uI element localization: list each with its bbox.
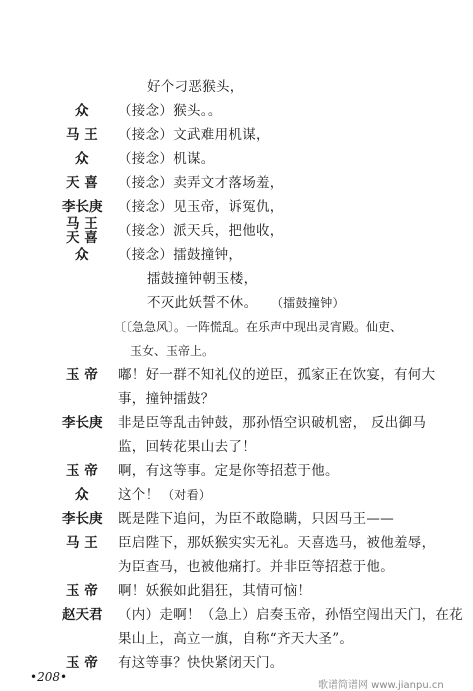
dialogue-line: 嘟！好一群不知礼仪的逆臣，孤家正在饮宴，有何大 <box>118 367 436 383</box>
dialogue-line: 有这等事？快快紧闭天门。 <box>118 655 284 671</box>
dialogue-line: （接念）派天兵，把他收， <box>118 223 284 239</box>
speaker-label: 玉 帝 <box>66 583 98 599</box>
speaker-label: 众 <box>75 151 89 167</box>
speaker-label: 玉 帝 <box>66 463 98 479</box>
speaker-label: 玉 帝 <box>66 367 98 383</box>
verse-line: 擂鼓撞钟朝玉楼， <box>147 271 258 287</box>
dialogue-line: （接念）猴头。。 <box>118 103 222 119</box>
dialogue-line: （接念）擂鼓撞钟， <box>118 247 243 263</box>
verse-line: 好个刁恶猴头， <box>147 79 244 95</box>
dialogue-line: 果山上，高立一旗，自称“齐天大圣”。 <box>118 631 354 647</box>
dialogue-line: （接念）文武难用机谋， <box>118 127 270 143</box>
speaker-label: 众 <box>75 487 89 503</box>
dialogue-line: 臣启陛下，那妖猴实实无礼。天喜选马，被他羞辱， <box>118 535 436 551</box>
speaker-label: 马 王 <box>66 216 98 232</box>
dialogue-line: （内）走啊！（急上）启奏玉帝，孙悟空闯出天门，在花 <box>118 607 463 623</box>
page-number: •208• <box>30 670 68 684</box>
speaker-label: 李长庚 <box>62 199 103 215</box>
speaker-label: 赵天君 <box>62 607 103 623</box>
speaker-label: 玉 帝 <box>66 655 98 671</box>
speaker-label: 天 喜 <box>66 230 98 246</box>
speaker-label: 马 王 <box>66 535 98 551</box>
dialogue-line: 啊！妖猴如此猖狂，其情可恼！ <box>118 583 312 599</box>
watermark: 歌谱简谱网 www.jianpu.cn <box>318 680 444 691</box>
dialogue-line: 监，回转花果山去了！ <box>118 439 256 455</box>
speaker-label: 众 <box>75 103 89 119</box>
dialogue-line: （接念）机谋。 <box>118 151 215 167</box>
speaker-label: 李长庚 <box>62 511 103 527</box>
dialogue-line: 非是臣等乱击钟鼓，那孙悟空识破机密， 反出御马 <box>118 415 427 431</box>
dialogue-line: 为臣查马，也被他痛打。并非臣等招惹于他。 <box>118 559 394 575</box>
stage-direction: 〔〔急急风〕。一阵慌乱。在乐声中现出灵宵殿。仙吏、 <box>114 320 403 334</box>
speaker-label: 众 <box>75 247 89 263</box>
dialogue-line: 这个！ <box>118 487 160 503</box>
dialogue-line: （接念）见玉帝，诉冤仇， <box>118 199 284 215</box>
dialogue-line: 既是陛下追问，为臣不敢隐瞒，只因马王—— <box>118 511 394 527</box>
speaker-label: 天 喜 <box>66 175 98 191</box>
stage-direction: （擂鼓撞钟） <box>271 296 345 310</box>
dialogue-line: （接念）卖弄文才落场羞， <box>118 175 284 191</box>
verse-line: 不灭此妖誓不休。 <box>147 295 258 311</box>
stage-direction: 玉女、玉帝上。 <box>130 344 215 358</box>
dialogue-line: 事，撞钟擂鼓？ <box>118 391 215 407</box>
speaker-label: 马 王 <box>66 127 98 143</box>
stage-direction: （对看） <box>162 488 212 502</box>
speaker-label: 李长庚 <box>62 415 103 431</box>
dialogue-line: 啊，有这等事。定是你等招惹于他。 <box>118 463 339 479</box>
